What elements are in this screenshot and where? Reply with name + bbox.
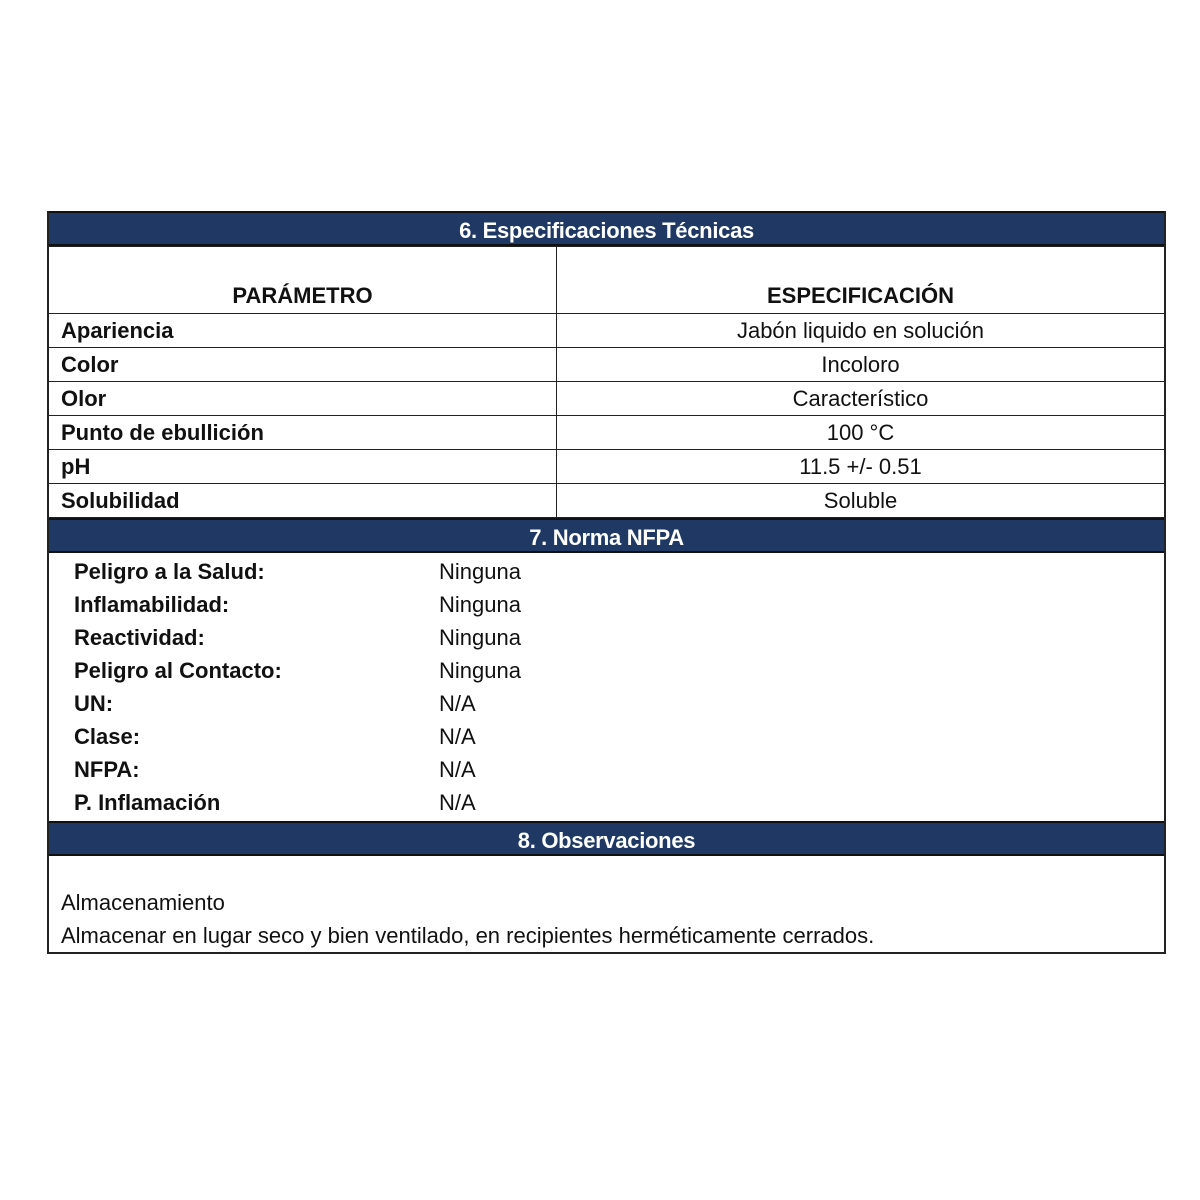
table-row: [49, 416, 1164, 450]
observations-subtitle: Almacenamiento: [61, 890, 225, 915]
nfpa-label: Peligro al Contacto:: [74, 658, 282, 683]
spec-cell: Jabón liquido en solución: [557, 314, 1165, 348]
specs-table: [49, 246, 1164, 518]
nfpa-label: NFPA:: [74, 757, 140, 782]
table-row: [49, 314, 1164, 348]
nfpa-label: Inflamabilidad:: [74, 592, 230, 617]
list-item: [49, 786, 1164, 819]
specs-header-row: [49, 247, 1164, 314]
list-item: [49, 555, 1164, 588]
section-header-nfpa: 7. Norma NFPA: [49, 518, 1164, 553]
list-item: [49, 654, 1164, 687]
nfpa-value: Ninguna: [439, 658, 521, 683]
table-row: [49, 382, 1164, 416]
list-item: [49, 753, 1164, 786]
spec-cell: Soluble: [557, 484, 1165, 518]
param-cell: Apariencia: [49, 314, 557, 348]
observations-text: Almacenar en lugar seco y bien ventilado, en recipientes herméticamente cerrados.: [61, 923, 875, 948]
table-row: [49, 450, 1164, 484]
nfpa-label: Peligro a la Salud:: [74, 559, 265, 584]
param-cell: Color: [49, 348, 557, 382]
col-header-spec: ESPECIFICACIÓN: [557, 247, 1165, 314]
spec-cell: Incoloro: [557, 348, 1165, 382]
spec-cell: 11.5 +/- 0.51: [557, 450, 1165, 484]
nfpa-value: N/A: [439, 790, 476, 815]
nfpa-label: UN:: [74, 691, 114, 716]
nfpa-value: N/A: [439, 724, 476, 749]
table-row: [49, 348, 1164, 382]
nfpa-value: Ninguna: [439, 559, 521, 584]
nfpa-value: N/A: [439, 691, 476, 716]
nfpa-value: N/A: [439, 757, 476, 782]
section-header-observations: 8. Observaciones: [49, 821, 1164, 856]
nfpa-value: Ninguna: [439, 625, 521, 650]
param-cell: Solubilidad: [49, 484, 557, 518]
list-item: [49, 621, 1164, 654]
nfpa-label: Clase:: [74, 724, 141, 749]
list-item: [49, 687, 1164, 720]
nfpa-list: [49, 553, 1164, 821]
param-cell: Olor: [49, 382, 557, 416]
spec-cell: 100 °C: [557, 416, 1165, 450]
list-item: [49, 720, 1164, 753]
table-row: [49, 484, 1164, 518]
nfpa-label: Reactividad:: [74, 625, 205, 650]
col-header-param: PARÁMETRO: [49, 247, 557, 314]
technical-sheet: [47, 211, 1166, 954]
nfpa-value: Ninguna: [439, 592, 521, 617]
param-cell: Punto de ebullición: [49, 416, 557, 450]
list-item: [49, 588, 1164, 621]
section-header-specs: 6. Especificaciones Técnicas: [49, 211, 1164, 246]
nfpa-label: P. Inflamación: [74, 790, 221, 815]
spec-cell: Característico: [557, 382, 1165, 416]
observations-block: [49, 856, 1164, 954]
param-cell: pH: [49, 450, 557, 484]
